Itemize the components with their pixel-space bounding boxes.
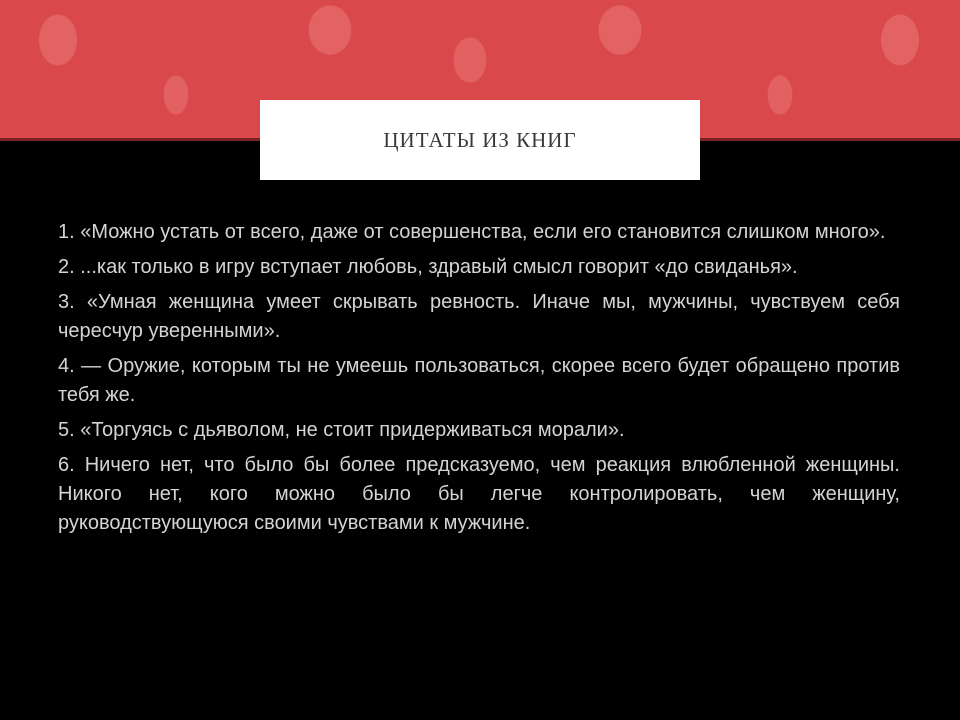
quote-item: 6. Ничего нет, что было бы более предсказуемо, чем реакция влюбленной женщины. Никого нет, кого можно было бы легче контролировать, чем женщину, руководствующуюся своими чувствами к мужчине. (58, 454, 900, 534)
quote-item: 4. — Оружие, которым ты не умеешь пользоваться, скорее всего будет обращено против тебя же. (58, 355, 900, 406)
quote-item: 2. ...как только в игру вступает любовь, здравый смысл говорит «до свиданья». (58, 256, 798, 278)
quote-list (58, 218, 900, 544)
title-box (260, 100, 700, 180)
quote-item: 5. «Торгуясь с дьяволом, не стоит придерживаться морали». (58, 419, 625, 441)
quote-item: 3. «Умная женщина умеет скрывать ревность. Иначе мы, мужчины, чувствуем себя чересчур уверенными». (58, 291, 900, 342)
slide-title: ЦИТАТЫ ИЗ КНИГ (383, 127, 577, 152)
quote-item: 1. «Можно устать от всего, даже от совершенства, если его становится слишком много». (58, 221, 886, 243)
